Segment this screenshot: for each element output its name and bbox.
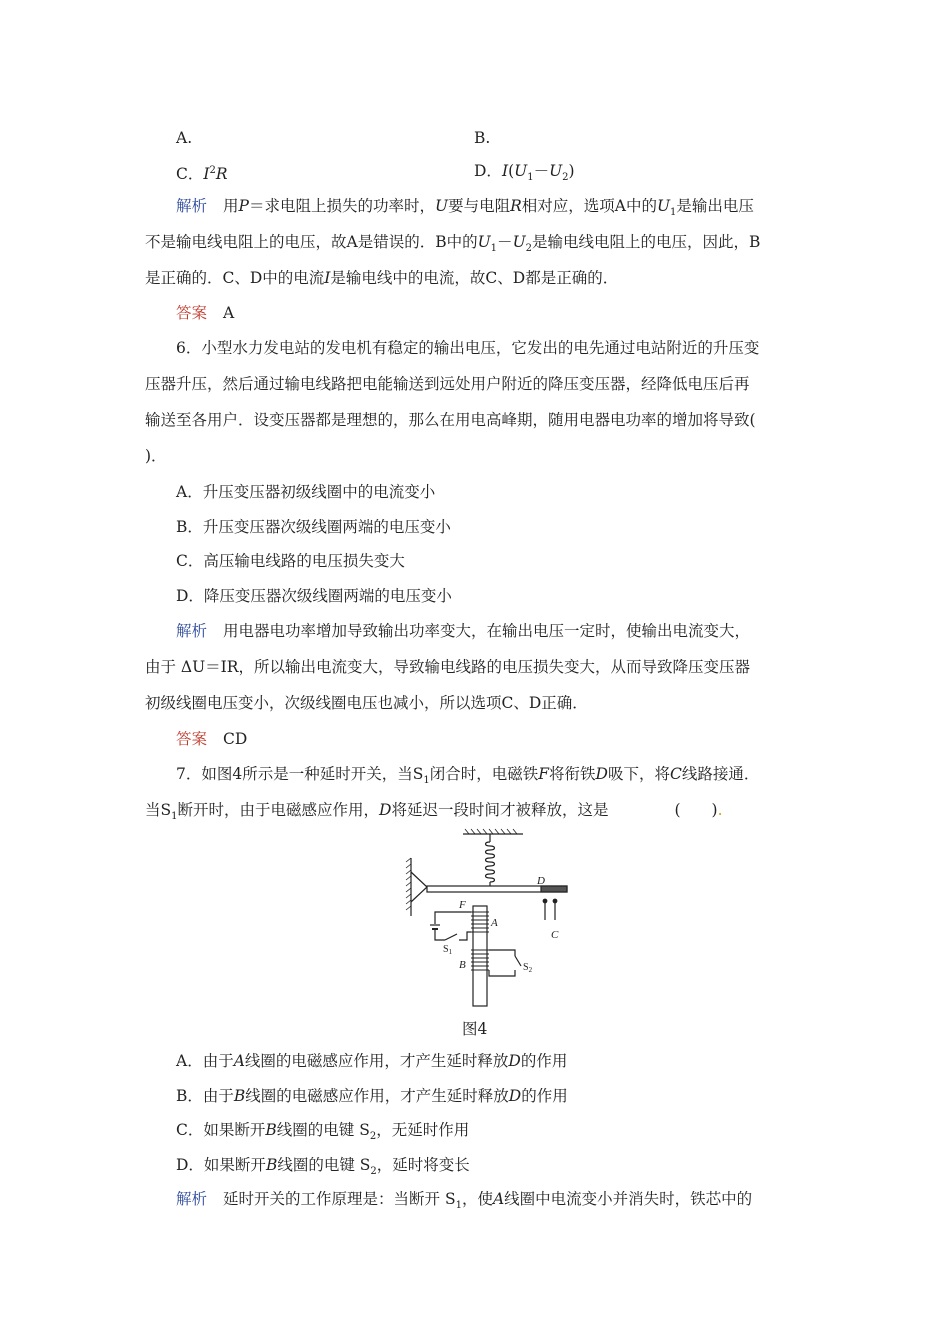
answer-tag: 答案 [176,730,208,748]
figure-caption: 图4 [462,1020,488,1038]
q5-analysis-line-1: 解析 用P＝求电阻上损失的功率时，U要与电阻R相对应，选项A中的$U_1$是输出电压 [176,197,754,219]
q6-option-a: A．升压变压器初级线圈中的电流变小 [176,483,436,501]
fig-label-a: A [491,917,498,929]
fig-label-d: D [537,875,545,887]
q5-option-b: B. [474,129,491,147]
q6-analysis-line-3: 初级线圈电压变小，次级线圈电压也减小，所以选项C、D正确． [145,694,588,712]
q5-option-a: A. [176,129,193,147]
q5-option-c: C．$I^2R$ [176,165,228,184]
answer-tag: 答案 [176,304,208,322]
q7-option-a: A．由于A线圈的电磁感应作用，才产生延时释放D的作用 [176,1052,568,1070]
q7-stem-line-2: 当$S_1$断开时，由于电磁感应作用，D将延迟一段时间才被释放，这是 ( ). [145,801,723,823]
q6-stem-line-2: 压器升压，然后通过输电线路把电能输送到远处用户附近的降压变压器，经降低电压后再 [145,375,750,393]
q6-stem-line-1: 6．小型水力发电站的发电机有稳定的输出电压，它发出的电先通过电站附近的升压变 [176,339,760,357]
q6-answer: 答案 CD [176,730,248,748]
q6-option-d: D．降压变压器次级线圈两端的电压变小 [176,587,452,605]
fig-label-c: C [551,929,559,941]
q6-stem-line-4: )． [145,447,167,465]
q5-analysis-line-3: 是正确的．C、D中的电流I是输电线中的电流，故C、D都是正确的． [145,269,619,287]
fig-label-f: F [459,899,466,911]
q6-analysis-line-1: 解析 用电器电功率增加导致输出功率变大，在输出电压一定时，使输出电流变大， [176,622,751,640]
q7-option-b: B．由于B线圈的电磁感应作用，才产生延时释放D的作用 [176,1087,568,1105]
fig-label-b: B [459,959,466,971]
q6-analysis-line-2: 由于 ΔU＝IR，所以输出电流变大，导致输电线路的电压损失变大，从而导致降压变压器 [145,658,750,676]
analysis-tag: 解析 [176,622,208,640]
q7-analysis-line-1: 解析 延时开关的工作原理是：当断开 $S_1$，使A线圈中电流变小并消失时，铁芯中的 [176,1190,753,1212]
delay-switch-diagram [405,828,585,1018]
fig-label-s2: $S_2$ [523,962,533,974]
analysis-tag: 解析 [176,1190,208,1208]
q7-option-d: D．如果断开B线圈的电键 $S_2$，延时将变长 [176,1156,470,1178]
analysis-tag: 解析 [176,197,208,215]
q7-option-c: C．如果断开B线圈的电键 $S_2$，无延时作用 [176,1121,470,1143]
q5-answer: 答案 A [176,304,235,322]
q6-stem-line-3: 输送至各用户．设变压器都是理想的，那么在用电高峰期，随用电器电功率的增加将导致( [145,411,756,429]
q6-option-c: C．高压输电线路的电压损失变大 [176,552,405,570]
q5-analysis-line-2: 不是输电线电阻上的电压，故A是错误的．B中的$U_1-U_2$是输电线电阻上的电压，因此，B [145,233,761,255]
q7-stem-line-1: 7．如图4所示是一种延时开关，当$S_1$闭合时，电磁铁F将衔铁D吸下，将C线路接通． [176,765,760,787]
q6-option-b: B．升压变压器次级线圈两端的电压变小 [176,518,451,536]
fig-label-s1: $S_1$ [443,944,453,956]
q5-option-d: D．$I(U_1-U_2)$ [474,162,575,184]
